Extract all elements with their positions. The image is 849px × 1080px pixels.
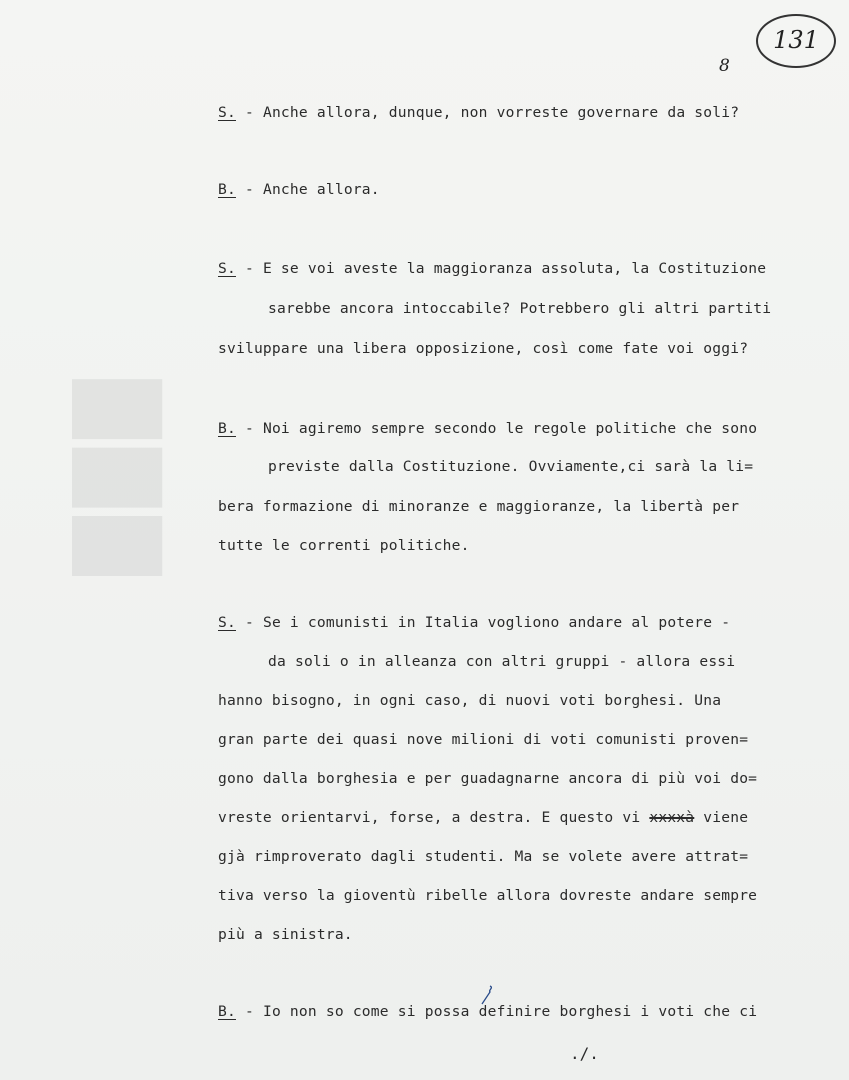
continuation-mark: ./. [570, 1044, 599, 1063]
speaker-label: B. [218, 1003, 236, 1020]
dialogue-line: gjà rimproverato dagli studenti. Ma se volete avere attrat= [218, 848, 749, 865]
struck-out-text: xxxxà [649, 809, 695, 826]
speaker-label: B. [218, 181, 236, 198]
speaker-label: S. [218, 104, 236, 121]
dialogue-line: più a sinistra. [218, 926, 353, 943]
archive-number-stamp: 131 [756, 14, 836, 68]
dialogue-line: gono dalla borghesia e per guadagnarne ancora di più voi do= [218, 770, 758, 787]
dialogue-line: B. - Anche allora. [218, 181, 380, 198]
dialogue-line: da soli o in alleanza con altri gruppi - allora essi [268, 653, 736, 670]
dialogue-line: sviluppare una libera opposizione, così come fate voi oggi? [218, 340, 749, 357]
dialogue-line: vreste orientarvi, forse, a destra. E questo vi xxxxà viene [218, 809, 749, 826]
dialogue-line: tiva verso la gioventù ribelle allora dovreste andare sempre [218, 887, 758, 904]
page-number: 8 [719, 56, 730, 76]
dialogue-line: sarebbe ancora intoccabile? Potrebbero gli altri partiti [268, 300, 772, 317]
dialogue-line: previste dalla Costituzione. Ovviamente,ci sarà la li= [268, 458, 754, 475]
dialogue-line: S. - Se i comunisti in Italia vogliono andare al potere - [218, 614, 731, 631]
dialogue-line: S. - Anche allora, dunque, non vorreste governare da soli? [218, 104, 740, 121]
handwritten-pen-mark [478, 984, 494, 1006]
faded-watermark: ███ [73, 380, 162, 586]
dialogue-line: B. - Noi agiremo sempre secondo le regole politiche che sono [218, 420, 758, 437]
dialogue-line: bera formazione di minoranze e maggioranze, la libertà per [218, 498, 740, 515]
speaker-label: S. [218, 614, 236, 631]
dialogue-line: S. - E se voi aveste la maggioranza assoluta, la Costituzione [218, 260, 767, 277]
speaker-label: B. [218, 420, 236, 437]
dialogue-line: B. - Io non so come si possa definire borghesi i voti che ci [218, 1003, 758, 1020]
dialogue-line: hanno bisogno, in ogni caso, di nuovi voti borghesi. Una [218, 692, 722, 709]
dialogue-line: gran parte dei quasi nove milioni di voti comunisti proven= [218, 731, 749, 748]
dialogue-line: tutte le correnti politiche. [218, 537, 470, 554]
speaker-label: S. [218, 260, 236, 277]
